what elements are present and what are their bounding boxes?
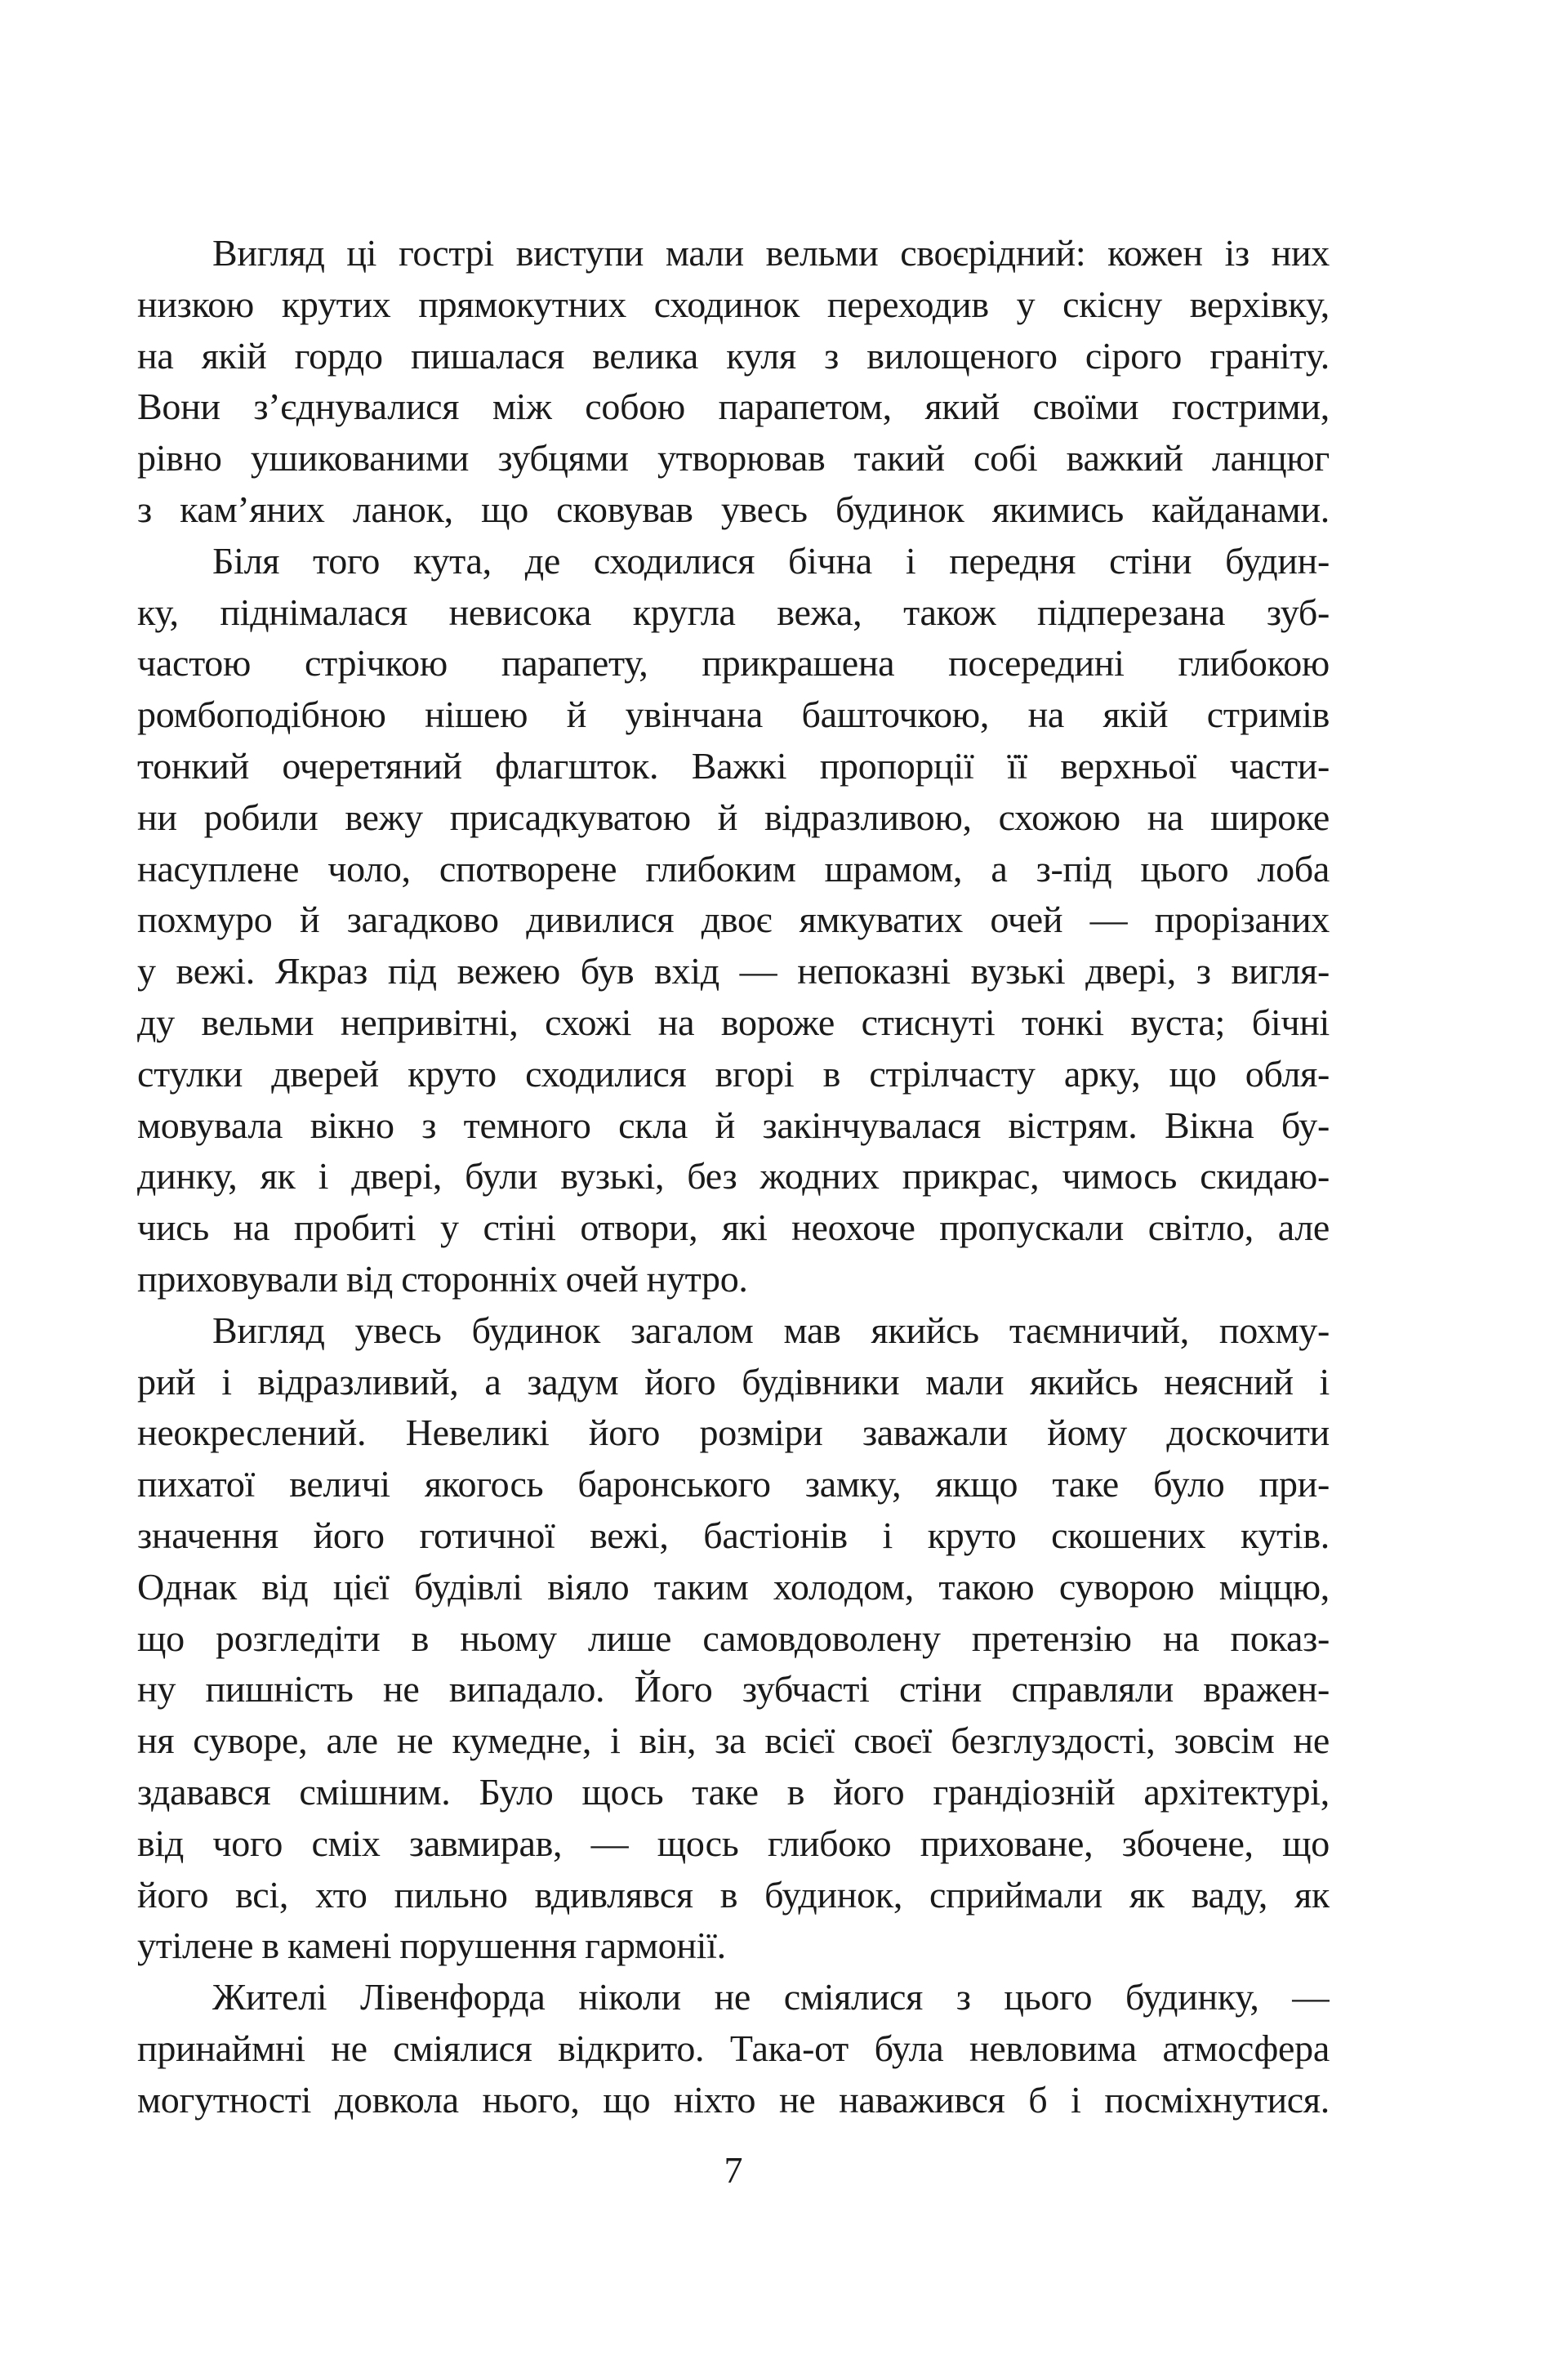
paragraph-2	[137, 536, 1330, 1305]
text-line: ромбоподібною нішею й увінчана башточкою, на якій стримів	[137, 694, 1330, 736]
text-line: Однак від цієї будівлі віяло таким холодом, такою суворою міццю,	[137, 1565, 1330, 1608]
text-line: Вони з’єднувалися між собою парапетом, який своїми гострими,	[137, 386, 1330, 428]
text-line: Біля того кута, де сходилися бічна і передня стіни будин-	[212, 539, 1330, 582]
text-line: що розгледіти в ньому лише самовдоволену претензію на показ-	[137, 1617, 1330, 1659]
text-line: насуплене чоло, спотворене глибоким шрамом, а з-під цього лоба	[137, 847, 1330, 890]
text-line: ни робили вежу присадкуватою й відразливою, схожою на широке	[137, 796, 1330, 838]
text-line: у вежі. Якраз під вежею був вхід — непоказні вузькі двері, з вигля-	[137, 950, 1330, 992]
text-line: стулки дверей круто сходилися вгорі в стрілчасту арку, що обля-	[137, 1052, 1330, 1095]
text-line: пихатої величі якогось баронського замку, якщо таке було при-	[137, 1463, 1330, 1505]
text-line: ну пишність не випадало. Його зубчасті стіни справляли вражен-	[137, 1668, 1330, 1710]
text-line: мовувала вікно з темного скла й закінчувалася вістрям. Вікна бу-	[137, 1104, 1330, 1146]
text-line: рий і відразливий, а задум його будівники мали якийсь неясний і	[137, 1360, 1330, 1403]
text-line: рівно ушикованими зубцями утворював такий собі важкий ланцюг	[137, 437, 1330, 479]
text-line: динку, як і двері, були вузькі, без жодних прикрас, чимось скидаю-	[137, 1155, 1330, 1198]
text-line: його всі, хто пильно вдивлявся в будинок, сприймали як ваду, як	[137, 1873, 1330, 1916]
text-line: Вигляд ці гострі виступи мали вельми своєрідний: кожен із них	[212, 232, 1330, 274]
text-line: від чого сміх завмирав, — щось глибоко приховане, збочене, що	[137, 1822, 1330, 1864]
text-line: неокреслений. Невеликі його розміри заважали йому доскочити	[137, 1412, 1330, 1454]
text-line: чись на пробиті у стіні отвори, які неохоче пропускали світло, але	[137, 1206, 1330, 1249]
body-text	[137, 228, 1330, 2125]
text-line: значення його готичної вежі, бастіонів і круто скошених кутів.	[137, 1514, 1330, 1556]
text-line: ку, піднімалася невисока кругла вежа, також підперезана зуб-	[137, 591, 1330, 633]
text-line: приховували від сторонніх очей нутро.	[137, 1257, 748, 1300]
text-line: могутності довкола нього, що ніхто не наважився б і посміхнутися.	[137, 2078, 1330, 2121]
text-line: низкою крутих прямокутних сходинок переходив у скісну верхівку,	[137, 283, 1330, 325]
text-line: утілене в камені порушення гармонії.	[137, 1925, 726, 1967]
page-number: 7	[724, 2149, 743, 2191]
text-line: принаймні не сміялися відкрито. Така-от була невловима атмосфера	[137, 2027, 1330, 2069]
paragraph-3	[137, 1305, 1330, 1972]
text-line: з кам’яних ланок, що сковував увесь будинок якимись кайданами.	[137, 488, 1330, 530]
text-line: ня суворе, але не кумедне, і він, за всієї своєї безглуздості, зовсім не	[137, 1719, 1330, 1762]
text-line: Жителі Лівенфорда ніколи не сміялися з цього будинку, —	[212, 1976, 1330, 2018]
paragraph-1	[137, 228, 1330, 536]
text-line: частою стрічкою парапету, прикрашена посередині глибокою	[137, 642, 1330, 685]
text-line: на якій гордо пишалася велика куля з вилощеного сірого граніту.	[137, 334, 1330, 377]
text-line: ду вельми непривітні, схожі на вороже стиснуті тонкі вуста; бічні	[137, 1001, 1330, 1043]
text-line: здавався смішним. Було щось таке в його грандіозній архітектурі,	[137, 1770, 1330, 1813]
text-line: тонкий очеретяний флагшток. Важкі пропорції її верхньої части-	[137, 744, 1330, 787]
text-line: похмуро й загадково дивилися двоє ямкуватих очей — прорізаних	[137, 899, 1330, 941]
paragraph-4	[137, 1972, 1330, 2125]
text-line: Вигляд увесь будинок загалом мав якийсь таємничий, похму-	[212, 1309, 1330, 1351]
